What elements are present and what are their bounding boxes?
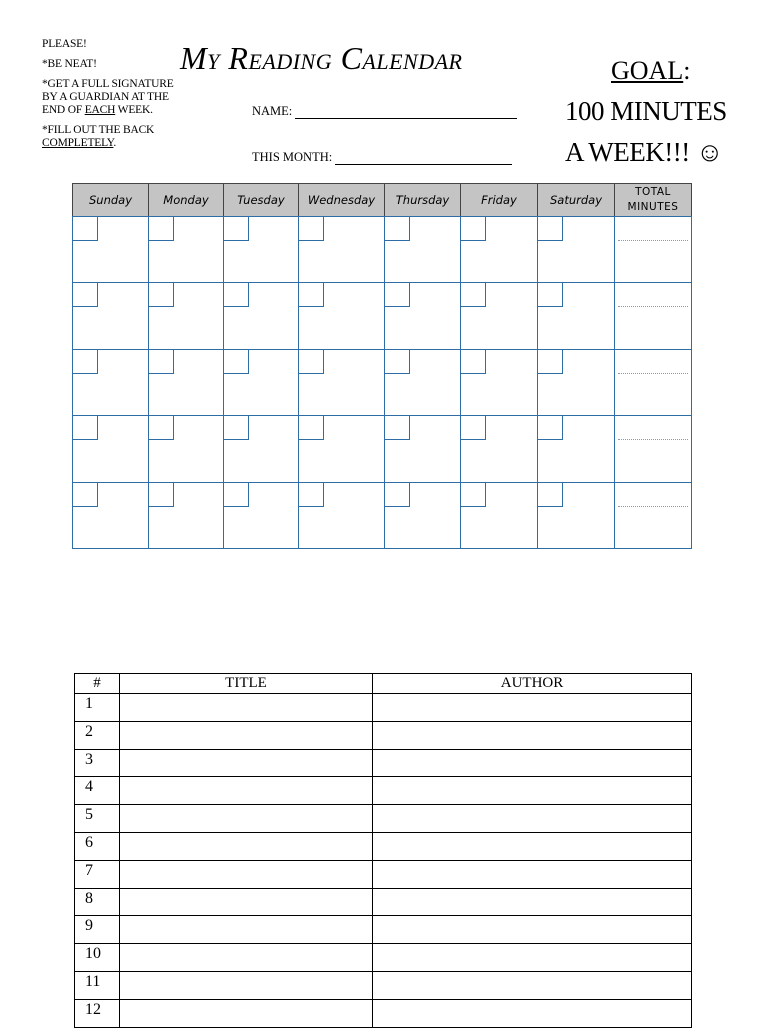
week-row — [72, 483, 696, 549]
date-box[interactable] — [385, 483, 410, 507]
goal-week: A WEEK!!! ☺ — [565, 137, 724, 167]
book-title-cell[interactable] — [120, 749, 373, 777]
book-number: 12 — [75, 999, 120, 1027]
book-number: 3 — [75, 749, 120, 777]
date-box[interactable] — [538, 350, 563, 374]
total-minutes-header — [614, 183, 692, 217]
date-box[interactable] — [224, 483, 249, 507]
date-box[interactable] — [73, 217, 98, 241]
day-cell[interactable] — [537, 415, 615, 482]
day-header-2: Tuesday — [223, 183, 299, 217]
day-cell[interactable] — [223, 415, 299, 482]
day-cell[interactable] — [298, 349, 385, 416]
weekly-total-cell[interactable] — [614, 349, 692, 416]
day-cell[interactable] — [72, 216, 149, 283]
book-author-cell[interactable] — [373, 721, 692, 749]
day-cell[interactable] — [460, 282, 538, 349]
calendar-body — [72, 217, 696, 549]
date-box[interactable] — [461, 217, 486, 241]
day-header-3: Wednesday — [298, 183, 385, 217]
day-cell[interactable] — [72, 349, 149, 416]
book-number: 10 — [75, 944, 120, 972]
day-cell[interactable] — [223, 482, 299, 549]
day-cell[interactable] — [148, 282, 224, 349]
book-row — [75, 888, 692, 916]
book-author-cell[interactable] — [373, 777, 692, 805]
book-author-cell[interactable] — [373, 860, 692, 888]
books-table — [74, 673, 692, 1028]
date-box[interactable] — [461, 416, 486, 440]
day-cell[interactable] — [384, 482, 461, 549]
date-box[interactable] — [299, 350, 324, 374]
date-box[interactable] — [299, 217, 324, 241]
day-cell[interactable] — [537, 482, 615, 549]
date-box[interactable] — [224, 350, 249, 374]
day-cell[interactable] — [148, 482, 224, 549]
name-field[interactable] — [252, 104, 517, 119]
day-cell[interactable] — [460, 216, 538, 283]
book-title-cell[interactable] — [120, 777, 373, 805]
day-cell[interactable] — [298, 482, 385, 549]
book-row — [75, 916, 692, 944]
book-row — [75, 721, 692, 749]
book-author-cell[interactable] — [373, 916, 692, 944]
day-cell[interactable] — [384, 415, 461, 482]
date-box[interactable] — [538, 217, 563, 241]
date-box[interactable] — [73, 416, 98, 440]
date-box[interactable] — [149, 350, 174, 374]
number-header: # — [75, 674, 120, 694]
day-cell[interactable] — [148, 415, 224, 482]
total-label-line-1: TOTAL — [635, 186, 671, 198]
date-box[interactable] — [224, 416, 249, 440]
week-row — [72, 416, 696, 482]
weekly-total-cell[interactable] — [614, 482, 692, 549]
dotted-line — [618, 373, 688, 374]
book-author-cell[interactable] — [373, 888, 692, 916]
day-cell[interactable] — [537, 216, 615, 283]
date-box[interactable] — [299, 483, 324, 507]
book-title-cell[interactable] — [120, 999, 373, 1027]
month-field[interactable] — [252, 150, 512, 165]
book-author-cell[interactable] — [373, 805, 692, 833]
date-box[interactable] — [461, 483, 486, 507]
day-cell[interactable] — [298, 216, 385, 283]
month-blank[interactable] — [335, 152, 512, 165]
signature-line-1: *GET A FULL SIGNATURE — [42, 78, 174, 90]
day-cell[interactable] — [223, 282, 299, 349]
date-box[interactable] — [461, 350, 486, 374]
date-box[interactable] — [299, 416, 324, 440]
book-title-cell[interactable] — [120, 860, 373, 888]
total-label-line-2: MINUTES — [627, 201, 679, 213]
title-header: TITLE — [120, 674, 373, 694]
book-number: 7 — [75, 860, 120, 888]
book-title-cell[interactable] — [120, 971, 373, 999]
be-neat-text: *BE NEAT! — [42, 58, 97, 70]
dotted-line — [618, 506, 688, 507]
book-title-cell[interactable] — [120, 916, 373, 944]
each-underlined: EACH — [84, 104, 116, 116]
book-author-cell[interactable] — [373, 971, 692, 999]
month-label: THIS MONTH: — [252, 150, 333, 164]
week-row — [72, 283, 696, 349]
instructions — [42, 38, 192, 157]
date-box[interactable] — [385, 416, 410, 440]
please-text: PLEASE! — [42, 38, 87, 50]
book-row — [75, 777, 692, 805]
weekly-total-cell[interactable] — [614, 216, 692, 283]
book-author-cell[interactable] — [373, 694, 692, 722]
book-row — [75, 805, 692, 833]
date-box[interactable] — [538, 483, 563, 507]
day-header-1: Monday — [148, 183, 224, 217]
book-number: 8 — [75, 888, 120, 916]
dotted-line — [618, 240, 688, 241]
calendar-header — [72, 183, 696, 217]
book-author-cell[interactable] — [373, 749, 692, 777]
book-title-cell[interactable] — [120, 721, 373, 749]
date-box[interactable] — [299, 283, 324, 307]
day-cell[interactable] — [148, 349, 224, 416]
day-cell[interactable] — [148, 216, 224, 283]
reading-calendar — [72, 183, 696, 551]
weekly-total-cell[interactable] — [614, 415, 692, 482]
day-cell[interactable] — [298, 415, 385, 482]
date-box[interactable] — [73, 483, 98, 507]
book-row — [75, 860, 692, 888]
completely-underlined: COMPLETELY — [42, 137, 114, 149]
book-row — [75, 999, 692, 1027]
book-title-cell[interactable] — [120, 805, 373, 833]
books-header-row — [75, 674, 692, 694]
day-header-4: Thursday — [384, 183, 461, 217]
book-number: 1 — [75, 694, 120, 722]
date-box[interactable] — [461, 283, 486, 307]
book-row — [75, 694, 692, 722]
day-header-6: Saturday — [537, 183, 615, 217]
day-cell[interactable] — [72, 482, 149, 549]
day-header-5: Friday — [460, 183, 538, 217]
signature-line-3: END OF EACH WEEK. — [42, 104, 153, 116]
date-box[interactable] — [149, 483, 174, 507]
week-row — [72, 217, 696, 283]
book-number: 11 — [75, 971, 120, 999]
date-box[interactable] — [149, 217, 174, 241]
day-cell[interactable] — [537, 349, 615, 416]
signature-line-2: BY A GUARDIAN AT THE — [42, 91, 169, 103]
date-box[interactable] — [73, 350, 98, 374]
date-box[interactable] — [224, 283, 249, 307]
book-number: 4 — [75, 777, 120, 805]
day-cell[interactable] — [223, 216, 299, 283]
day-cell[interactable] — [72, 415, 149, 482]
weekly-total-cell[interactable] — [614, 282, 692, 349]
book-number: 6 — [75, 832, 120, 860]
book-author-cell[interactable] — [373, 832, 692, 860]
book-author-cell[interactable] — [373, 999, 692, 1027]
book-title-cell[interactable] — [120, 888, 373, 916]
book-number: 9 — [75, 916, 120, 944]
book-row — [75, 749, 692, 777]
day-cell[interactable] — [537, 282, 615, 349]
book-number: 5 — [75, 805, 120, 833]
date-box[interactable] — [538, 416, 563, 440]
book-author-cell[interactable] — [373, 944, 692, 972]
date-box[interactable] — [224, 217, 249, 241]
dotted-line — [618, 306, 688, 307]
date-box[interactable] — [538, 283, 563, 307]
page-title: My Reading Calendar — [180, 40, 463, 76]
date-box[interactable] — [385, 217, 410, 241]
book-title-cell[interactable] — [120, 944, 373, 972]
book-title-cell[interactable] — [120, 832, 373, 860]
signature-text — [42, 78, 192, 117]
day-cell[interactable] — [384, 216, 461, 283]
day-cell[interactable] — [384, 349, 461, 416]
date-box[interactable] — [149, 416, 174, 440]
day-cell[interactable] — [460, 482, 538, 549]
name-label: NAME: — [252, 104, 293, 118]
day-cell[interactable] — [460, 415, 538, 482]
author-header: AUTHOR — [373, 674, 692, 694]
day-cell[interactable] — [72, 282, 149, 349]
goal-label: GOAL: — [611, 56, 691, 85]
date-box[interactable] — [385, 283, 410, 307]
day-cell[interactable] — [384, 282, 461, 349]
name-blank[interactable] — [295, 106, 517, 119]
date-box[interactable] — [149, 283, 174, 307]
day-header-0: Sunday — [72, 183, 149, 217]
week-row — [72, 350, 696, 416]
day-cell[interactable] — [298, 282, 385, 349]
book-title-cell[interactable] — [120, 694, 373, 722]
day-cell[interactable] — [223, 349, 299, 416]
dotted-line — [618, 439, 688, 440]
book-row — [75, 971, 692, 999]
book-number: 2 — [75, 721, 120, 749]
book-row — [75, 832, 692, 860]
date-box[interactable] — [73, 283, 98, 307]
book-row — [75, 944, 692, 972]
goal-minutes: 100 MINUTES — [565, 96, 727, 126]
fill-back-text: *FILL OUT THE BACK COMPLETELY. — [42, 124, 155, 149]
day-cell[interactable] — [460, 349, 538, 416]
date-box[interactable] — [385, 350, 410, 374]
